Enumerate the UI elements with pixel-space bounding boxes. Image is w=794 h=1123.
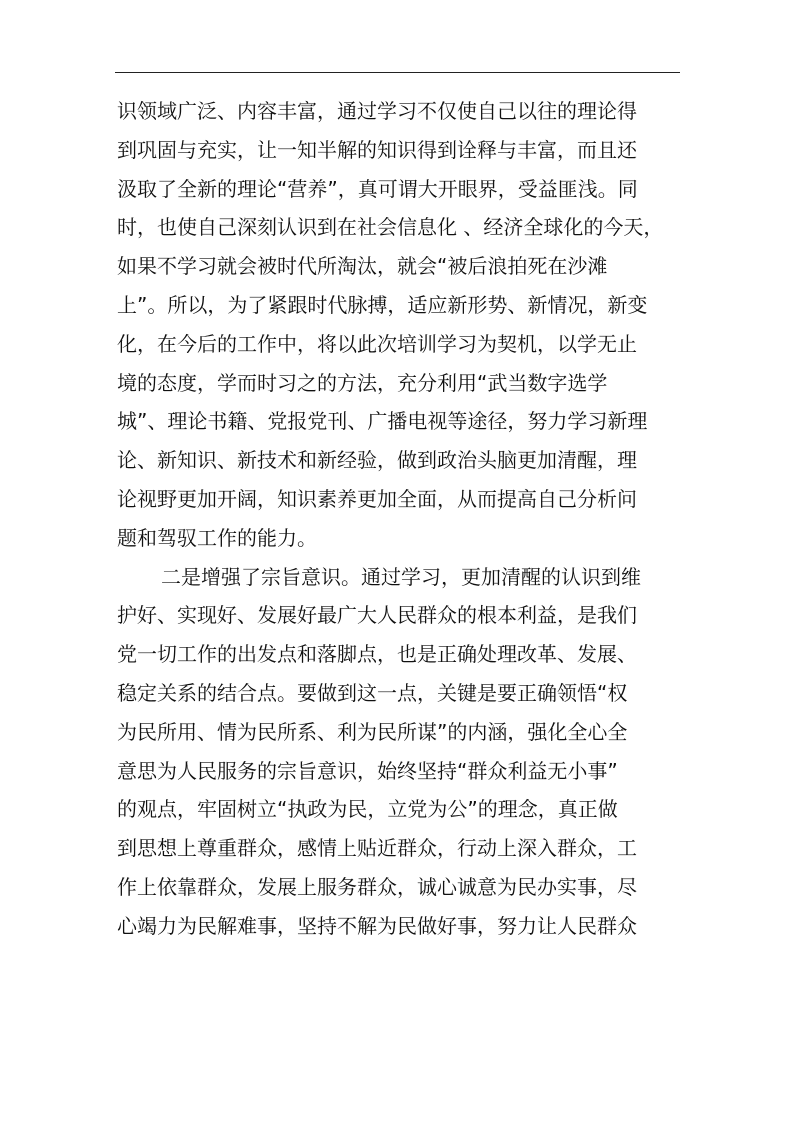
text-line: 如果不学习就会被时代所淘汰，就会“被后浪拍死在沙滩 [117, 254, 608, 279]
text-line: 稳定关系的结合点。要做到这一点，关键是要正确领悟“权 [117, 680, 628, 705]
text-line: 作上依靠群众，发展上服务群众，诚心诚意为民办实事，尽 [117, 874, 637, 899]
paragraph-start-line: 二是增强了宗旨意识。通过学习，更加清醒的认识到维 [161, 564, 641, 589]
text-line: 上”。所以，为了紧跟时代脉搏，适应新形势、新情况，新变 [117, 292, 648, 317]
text-line: 心竭力为民解难事，坚持不解为民做好事，努力让人民群众 [117, 913, 637, 938]
text-line: 识领域广泛、内容丰富，通过学习不仅使自己以往的理论得 [117, 99, 637, 123]
text-line: 题和驾驭工作的能力。 [117, 525, 317, 550]
text-line: 论视野更加开阔，知识素养更加全面，从而提高自己分析问 [117, 486, 637, 511]
text-line: 护好、实现好、发展好最广大人民群众的根本利益，是我们 [117, 603, 637, 628]
text-line: 境的态度，学而时习之的方法，充分利用“武当数字选学 [117, 370, 608, 395]
text-line: 党一切工作的出发点和落脚点，也是正确处理改革、发展、 [117, 642, 637, 667]
text-line: 时，也使自己深刻认识到在社会信息化 、经济全球化的今天， [117, 215, 664, 240]
body-text [117, 92, 683, 946]
text-line: 的观点，牢固树立“执政为民，立党为公”的理念，真正做 [117, 797, 618, 822]
text-line: 意思为人民服务的宗旨意识，始终坚持“群众利益无小事” [117, 758, 618, 783]
text-line: 论、新知识、新技术和新经验，做到政治头脑更加清醒，理 [117, 448, 637, 473]
text-line: 到巩固与充实，让一知半解的知识得到诠释与丰富，而且还 [117, 137, 637, 162]
header-rule [115, 72, 680, 73]
text-line: 汲取了全新的理论“营养”，真可谓大开眼界，受益匪浅。同 [117, 176, 638, 201]
text-line: 城”、理论书籍、党报党刊、广播电视等途径，努力学习新理 [117, 409, 648, 434]
text-line: 为民所用、情为民所系、利为民所谋”的内涵，强化全心全 [117, 719, 628, 744]
text-line: 到思想上尊重群众，感情上贴近群众，行动上深入群众，工 [117, 836, 637, 861]
text-line: 化，在今后的工作中，将以此次培训学习为契机，以学无止 [117, 331, 637, 356]
